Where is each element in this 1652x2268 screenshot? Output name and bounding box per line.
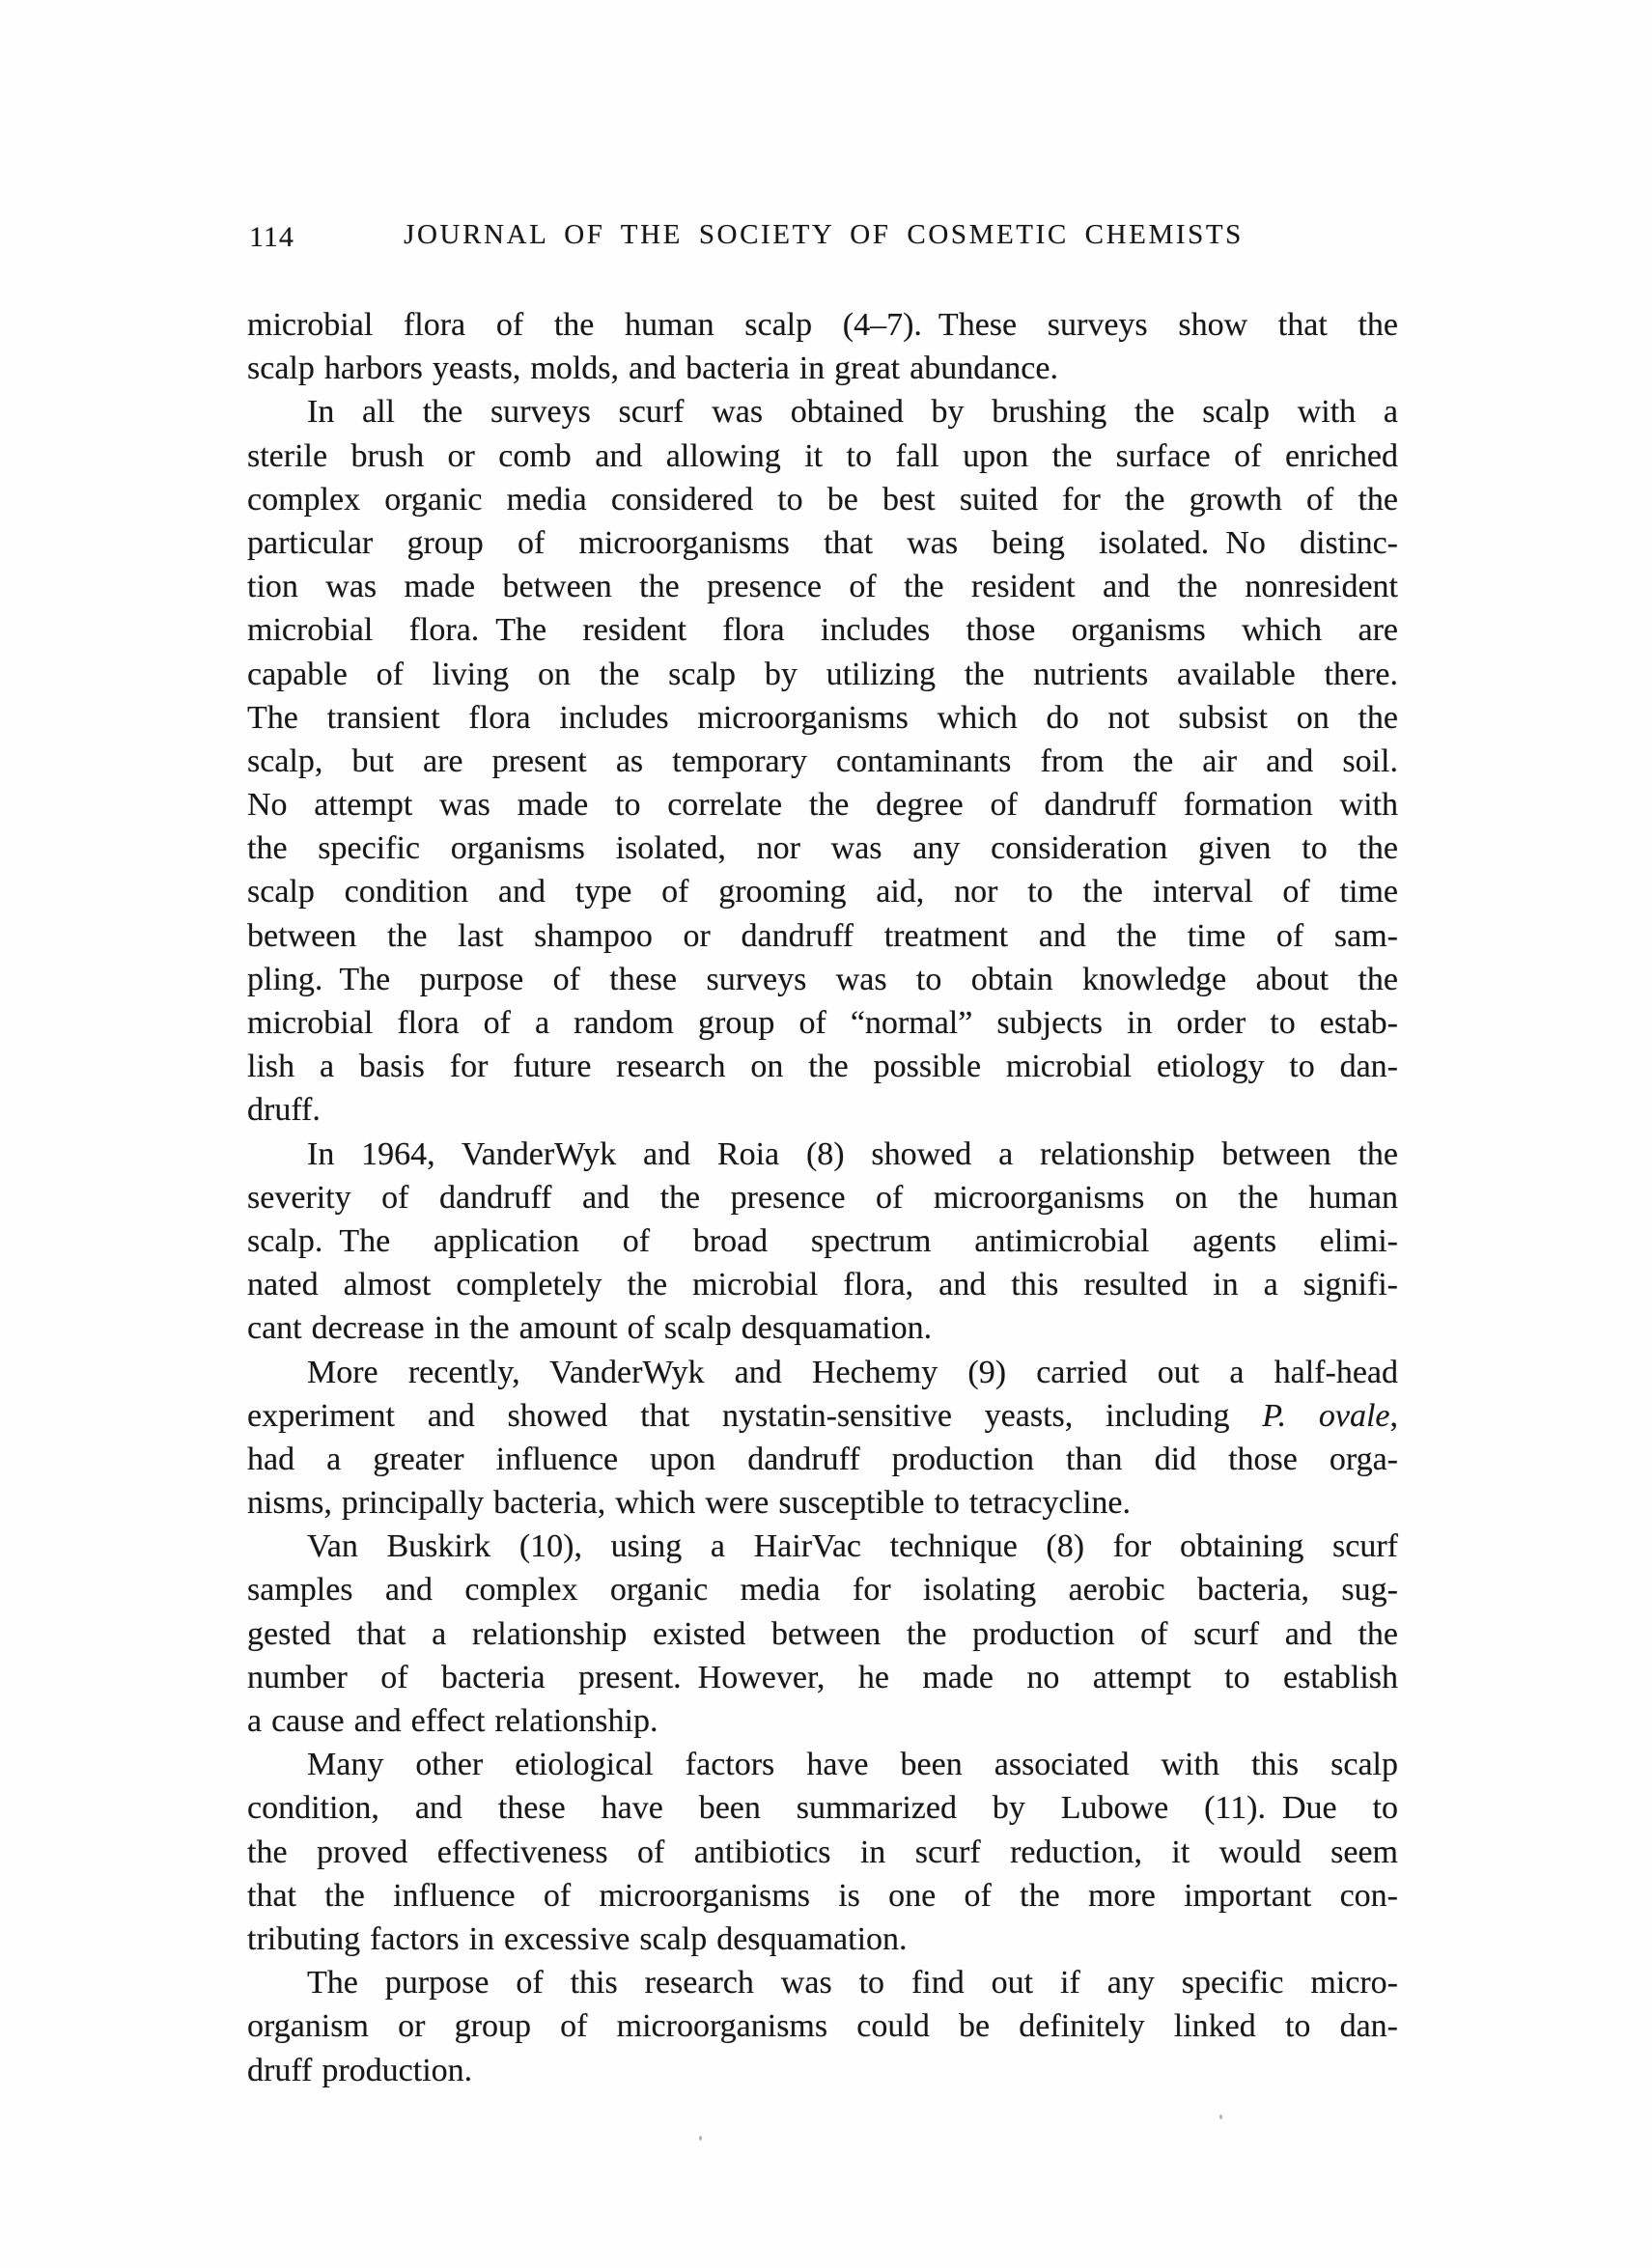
text-segment: In all the surveys scurf was obtained by brushing the scalp with a (307, 394, 1398, 431)
text-segment: More recently, VanderWyk and Hechemy (9) carried out a half-head (307, 1354, 1398, 1390)
text-line (247, 1088, 1398, 1132)
text-segment: number of bacteria present. However, he made no attempt to establish (247, 1659, 1398, 1695)
text-line (247, 1699, 1398, 1743)
text-segment: experiment and showed that nystatin-sensitive yeasts, including (247, 1397, 1263, 1434)
scan-speck (699, 2136, 702, 2141)
text-line (247, 2049, 1398, 2092)
text-segment: pling. The purpose of these surveys was to obtain knowledge about the (247, 961, 1398, 997)
text-line (247, 1219, 1398, 1263)
text-line (247, 2004, 1398, 2048)
text-line (247, 1961, 1398, 2004)
text-line (247, 1874, 1398, 1918)
text-segment: particular group of microorganisms that was being isolated. No distinc- (247, 524, 1398, 561)
text-line (247, 696, 1398, 740)
text-segment: cant decrease in the amount of scalp desquamation. (247, 1310, 933, 1347)
text-line (247, 608, 1398, 652)
text-line (247, 347, 1398, 390)
text-segment: tributing factors in excessive scalp desquamation. (247, 1920, 908, 1957)
text-segment: that the influence of microorganisms is one of the more important con- (247, 1877, 1398, 1914)
text-segment: the specific organisms isolated, nor was any consideration given to the (247, 830, 1398, 867)
article-text (247, 303, 1398, 2092)
text-segment: had a greater influence upon dandruff production than did those orga- (247, 1441, 1398, 1477)
scan-speck (1219, 2114, 1222, 2119)
text-line (247, 1656, 1398, 1699)
text-segment: sterile brush or comb and allowing it to fall upon the surface of enriched (247, 437, 1398, 474)
text-segment: complex organic media considered to be best suited for the growth of the (247, 481, 1398, 518)
text-line (247, 1568, 1398, 1611)
text-line (247, 1438, 1398, 1481)
text-line (247, 521, 1398, 565)
text-segment: No attempt was made to correlate the degree of dandruff formation with (247, 787, 1398, 824)
text-line (247, 870, 1398, 913)
text-line (247, 434, 1398, 478)
text-line (247, 1786, 1398, 1830)
text-segment: scalp, but are present as temporary contaminants from the air and soil. (247, 742, 1398, 779)
text-line (247, 653, 1398, 696)
text-line (247, 1831, 1398, 1874)
text-segment: lish a basis for future research on the possible microbial etiology to dan- (247, 1049, 1398, 1085)
text-line (247, 958, 1398, 1001)
text-line (247, 1001, 1398, 1045)
text-line (247, 826, 1398, 870)
text-line (247, 740, 1398, 783)
text-line (247, 390, 1398, 434)
text-segment: condition, and these have been summarized by Lubowe (11). Due to (247, 1790, 1398, 1827)
page-header (249, 219, 1398, 254)
text-line (247, 1612, 1398, 1656)
text-segment: the proved effectiveness of antibiotics in scurf reduction, it would seem (247, 1834, 1398, 1870)
text-segment: microbial flora. The resident flora includes those organisms which are (247, 612, 1398, 649)
text-segment: In 1964, VanderWyk and Roia (8) showed a relationship between the (307, 1135, 1398, 1172)
text-line (247, 303, 1398, 347)
text-segment: tion was made between the presence of the resident and the nonresident (247, 569, 1398, 605)
text-segment: scalp condition and type of grooming aid, nor to the interval of time (247, 874, 1398, 910)
text-line (247, 1743, 1398, 1786)
text-segment: organism or group of microorganisms could be definitely linked to dan- (247, 2008, 1398, 2045)
text-segment: nisms, principally bacteria, which were susceptible to tetracycline. (247, 1485, 1131, 1522)
text-segment: The purpose of this research was to find out if any specific micro- (307, 1965, 1398, 2002)
text-segment: nated almost completely the microbial flora, and this resulted in a signifi- (247, 1267, 1398, 1303)
text-line (247, 1481, 1398, 1525)
text-segment: scalp harbors yeasts, molds, and bacteria in great abundance. (247, 350, 1058, 387)
text-line (247, 1176, 1398, 1219)
text-segment: samples and complex organic media for isolating aerobic bacteria, sug- (247, 1572, 1398, 1609)
text-line (247, 1351, 1398, 1394)
text-segment: between the last shampoo or dandruff treatment and the time of sam- (247, 917, 1398, 954)
text-segment: microbial flora of a random group of “normal” subjects in order to estab- (247, 1005, 1398, 1041)
text-segment: scalp. The application of broad spectrum antimicrobial agents elimi- (247, 1222, 1398, 1259)
text-line (247, 914, 1398, 958)
text-segment: The transient flora includes microorganisms which do not subsist on the (247, 699, 1398, 736)
text-segment: microbial flora of the human scalp (4–7). These surveys show that the (247, 307, 1398, 343)
text-segment: severity of dandruff and the presence of microorganisms on the human (247, 1179, 1398, 1216)
text-segment: druff production. (247, 2052, 473, 2088)
text-segment: capable of living on the scalp by utilizing the nutrients available there. (247, 656, 1398, 692)
text-line (247, 478, 1398, 521)
text-line (247, 1045, 1398, 1088)
text-segment: Many other etiological factors have been associated with this scalp (307, 1747, 1398, 1783)
text-segment: , (1389, 1397, 1398, 1434)
text-segment: Van Buskirk (10), using a HairVac technique (8) for obtaining scurf (307, 1528, 1398, 1565)
text-line (247, 1918, 1398, 1961)
text-segment: a cause and effect relationship. (247, 1703, 658, 1739)
text-segment: druff. (247, 1092, 321, 1129)
text-line (247, 1394, 1398, 1438)
text-line (247, 1306, 1398, 1350)
text-line (247, 783, 1398, 826)
text-line (247, 1525, 1398, 1568)
text-line (247, 565, 1398, 608)
text-line (247, 1133, 1398, 1176)
page-number: 114 (249, 221, 294, 253)
text-segment: gested that a relationship existed between the production of scurf and the (247, 1615, 1398, 1652)
species-name-italic: P. ovale (1262, 1397, 1390, 1434)
text-line (247, 1263, 1398, 1306)
journal-title: JOURNAL OF THE SOCIETY OF COSMETIC CHEMISTS (404, 219, 1244, 250)
